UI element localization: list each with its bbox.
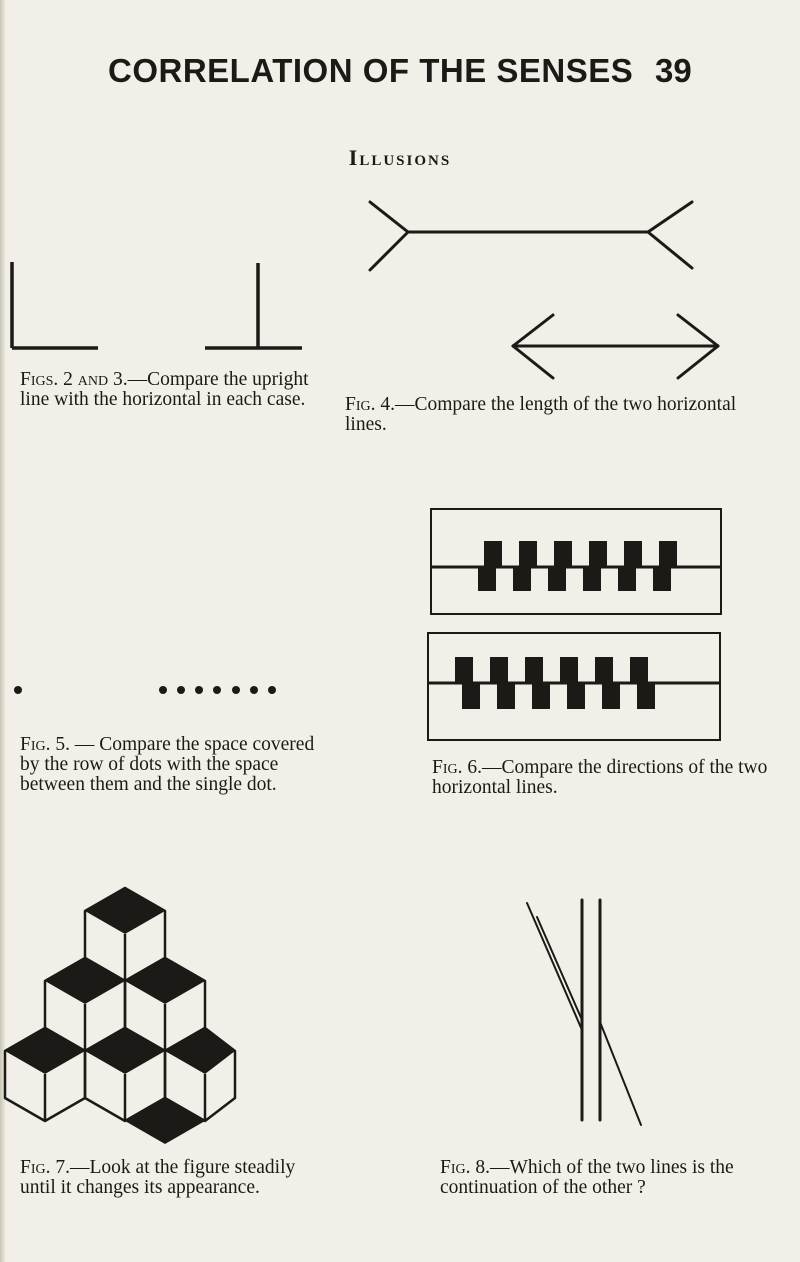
fig-2-3-label: Figs. 2 and 3.: [20, 369, 128, 390]
fig-8-text: —Which of the two lines is the continuation of the other ?: [440, 1157, 734, 1198]
fig-2-3-text: —Compare the upright line with the horizontal in each case.: [20, 369, 309, 410]
fig-8-label: Fig. 8.: [440, 1157, 490, 1178]
fig-4-text: —Compare the length of the two horizontal lines.: [345, 394, 737, 435]
fig-5-label: Fig. 5.: [20, 734, 70, 755]
page-number: 39: [655, 52, 692, 89]
section-title: Illusions: [348, 145, 452, 170]
fig-5-text: — Compare the space covered by the row of dots with the space between them and the single dot.: [20, 734, 315, 795]
fig-7-text: —Look at the figure steadily until it changes its appearance.: [20, 1157, 296, 1198]
fig8-oblique-upper-right: [537, 917, 582, 1020]
fig-6-text: —Compare the directions of the two horizontal lines.: [432, 757, 768, 798]
fig-8-caption: [440, 1158, 770, 1198]
running-title: CORRELATION OF THE SENSES: [108, 52, 634, 89]
fig8-oblique-lower: [600, 1022, 641, 1125]
fig-6-label: Fig. 6.: [432, 757, 482, 778]
fig-4-label: Fig. 4.: [345, 394, 395, 415]
fig-7-label: Fig. 7.: [20, 1157, 70, 1178]
fig8-oblique-upper-left: [527, 903, 582, 1030]
